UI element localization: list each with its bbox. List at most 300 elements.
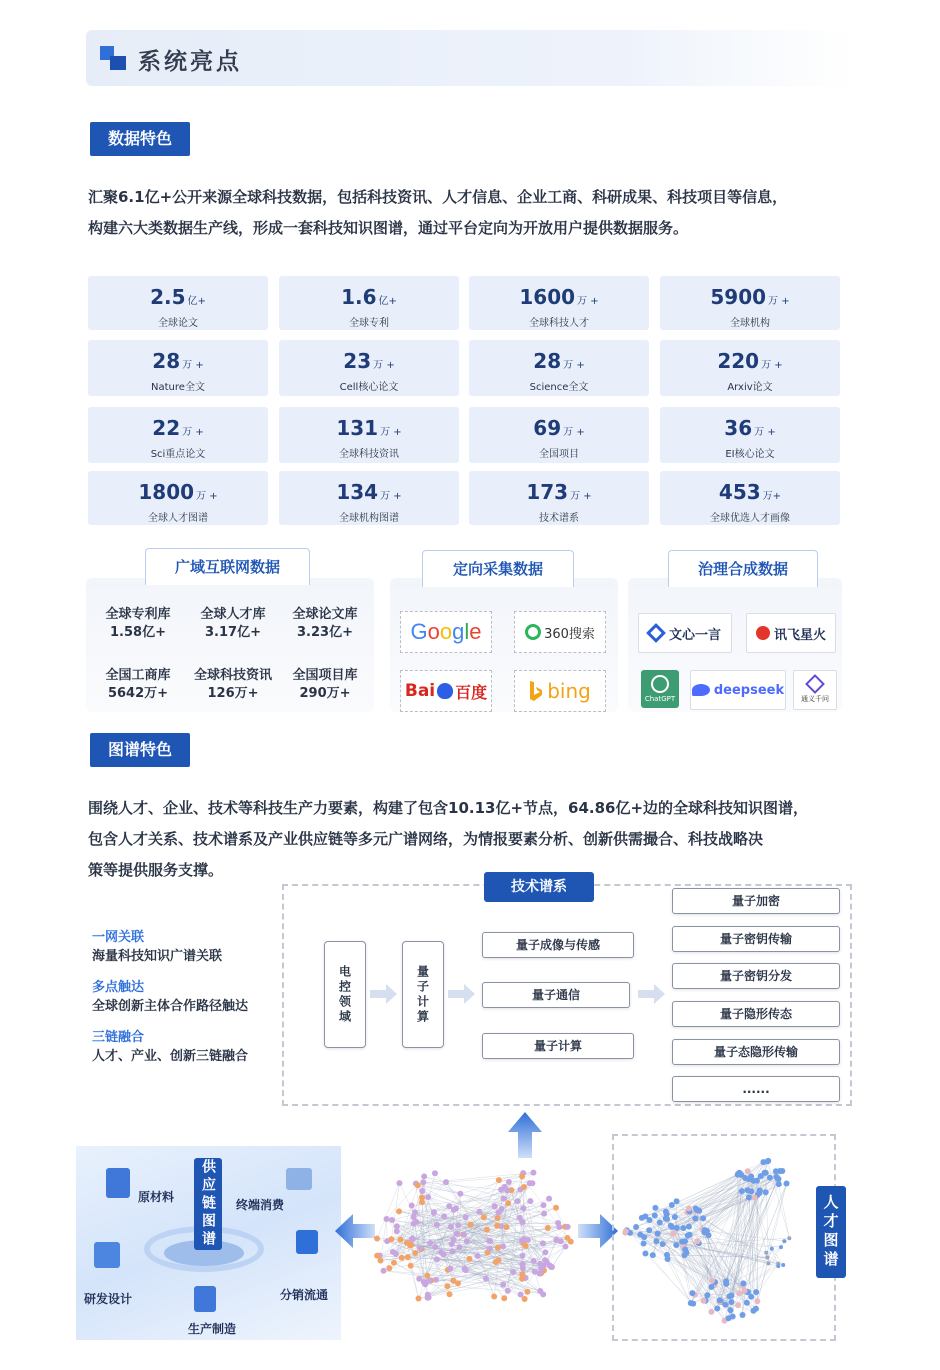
stat-unit: 万+ — [762, 491, 782, 502]
stat-label: EI核心论文 — [725, 449, 775, 460]
graph-node — [432, 1170, 438, 1176]
graph-node — [664, 1216, 670, 1222]
graph-node — [708, 1284, 714, 1290]
graph-node — [754, 1298, 760, 1304]
graph-node — [374, 1235, 380, 1241]
page-title: 系统亮点 — [138, 49, 242, 75]
stat-label: Science全文 — [529, 382, 589, 393]
graph-node — [505, 1288, 511, 1294]
graph-node — [787, 1236, 791, 1240]
stat-card — [660, 407, 840, 463]
feature-item — [92, 1026, 248, 1076]
graph-node — [779, 1168, 785, 1174]
graph-node — [510, 1269, 516, 1275]
graph-node — [431, 1209, 437, 1215]
node-raw-material: 原材料 — [138, 1190, 175, 1204]
wenxin-logo — [638, 613, 732, 653]
graph-node — [409, 1236, 415, 1242]
graph-node — [495, 1215, 501, 1221]
stat-value: 2.5 亿+ — [150, 285, 206, 309]
arrow-left-icon — [335, 1214, 375, 1248]
graph-node — [396, 1180, 402, 1186]
graph-node — [562, 1243, 568, 1249]
graph-node — [728, 1299, 734, 1305]
graph-node — [389, 1217, 395, 1223]
internet-data-title: 广域互联网数据 — [145, 548, 310, 585]
graph-node — [748, 1188, 754, 1194]
node-consumer: 终端消费 — [236, 1198, 285, 1212]
graph-node — [393, 1251, 399, 1257]
graph-node — [717, 1297, 723, 1303]
graph-node — [548, 1264, 554, 1270]
graph-node — [764, 1251, 768, 1255]
360-search-logo — [514, 611, 606, 653]
graph-node — [530, 1170, 536, 1176]
node-distribution: 分销流通 — [280, 1288, 329, 1302]
bing-logo — [514, 670, 606, 712]
tech-leaf: 量子态隐形传输 — [672, 1039, 840, 1065]
baidu-cn: 百度 — [455, 682, 488, 702]
stat-card — [469, 407, 649, 463]
google-letter: e — [469, 619, 482, 644]
stat-value: 134 万 + — [336, 480, 402, 504]
db-name: 全球专利库 — [105, 607, 171, 622]
wenxin-label: 文心一言 — [668, 627, 721, 643]
graph-node — [417, 1245, 423, 1251]
graph-node — [663, 1209, 669, 1215]
graph-node — [669, 1202, 675, 1208]
db-item — [189, 606, 277, 642]
graph-node — [540, 1202, 546, 1208]
graph-node — [434, 1256, 440, 1262]
xunfei-logo — [746, 613, 836, 653]
stat-value: 131 万 + — [336, 416, 402, 440]
node-manufacturing: 生产制造 — [188, 1322, 237, 1336]
db-item — [189, 667, 277, 703]
baidu-logo — [400, 670, 492, 712]
graph-node — [457, 1244, 463, 1250]
graph-node — [466, 1256, 472, 1262]
stat-label: Arxiv论文 — [727, 382, 773, 393]
stat-card — [469, 471, 649, 525]
graph-node — [399, 1255, 405, 1261]
graph-node — [500, 1282, 506, 1288]
rd-icon — [94, 1242, 120, 1268]
graph-node — [740, 1312, 746, 1318]
graph-node — [520, 1265, 526, 1271]
graph-edge — [630, 1233, 768, 1264]
graph-node — [518, 1292, 524, 1298]
graph-node — [520, 1205, 526, 1211]
stat-card — [660, 340, 840, 396]
graph-node — [388, 1236, 394, 1242]
tech-leaf: 量子密钥分发 — [672, 963, 840, 989]
graph-node — [689, 1290, 695, 1296]
graph-node — [744, 1300, 750, 1306]
graph-node — [487, 1246, 493, 1252]
paragraph-line: 汇聚6.1亿+公开来源全球科技数据，包括科技资讯、人才信息、企业工商、科研成果、科技项目等信息， — [88, 188, 788, 206]
openai-knot-icon — [651, 675, 669, 693]
graph-node — [391, 1260, 397, 1266]
stat-card — [88, 276, 268, 330]
graph-node — [449, 1249, 455, 1255]
graph-node — [444, 1283, 450, 1289]
distribution-icon — [296, 1230, 318, 1254]
graph-node — [432, 1244, 438, 1250]
feature-head: 一网关联 — [92, 930, 145, 945]
graph-node — [486, 1238, 492, 1244]
graph-node — [708, 1309, 714, 1315]
stat-unit: 万 + — [754, 427, 776, 438]
graph-node — [433, 1277, 439, 1283]
graph-node — [665, 1256, 671, 1262]
paragraph-line: 围绕人才、企业、技术等科技生产力要素，构建了包含10.13亿+节点，64.86亿+边的全球科技知识图谱， — [88, 799, 809, 817]
graph-node — [655, 1231, 661, 1237]
stat-label: 全球科技人才 — [529, 318, 589, 329]
graph-node — [499, 1206, 505, 1212]
google-text — [410, 619, 481, 644]
graph-node — [408, 1263, 414, 1269]
paragraph-line: 构建六大类数据生产线，形成一套科技知识图谱，通过平台定向为开放用户提供数据服务。 — [88, 219, 689, 237]
graph-node — [501, 1295, 507, 1301]
graph-node — [735, 1172, 741, 1178]
stat-unit: 万 + — [182, 427, 204, 438]
graph-node — [753, 1306, 759, 1312]
graph-node — [504, 1224, 510, 1230]
graph-node — [753, 1289, 759, 1295]
graph-node — [506, 1179, 512, 1185]
bing-b-icon — [529, 680, 543, 702]
paragraph-line: 策等提供服务支撑。 — [88, 861, 224, 879]
graph-node — [411, 1221, 417, 1227]
graph-node — [669, 1224, 675, 1230]
graph-node — [523, 1243, 529, 1249]
stat-label: Nature全文 — [151, 382, 205, 393]
graph-node — [672, 1214, 678, 1220]
graph-node — [454, 1231, 460, 1237]
section-header — [86, 30, 854, 86]
graph-node — [714, 1305, 720, 1311]
directed-data-title: 定向采集数据 — [422, 550, 574, 587]
stat-value: 28 万 + — [533, 349, 585, 373]
graph-node — [646, 1227, 652, 1233]
stat-label: 技术谱系 — [539, 513, 579, 524]
graph-node — [770, 1247, 774, 1251]
raw-material-icon — [106, 1168, 130, 1198]
data-features-tag: 数据特色 — [90, 122, 190, 156]
manufacturing-icon — [194, 1286, 216, 1312]
stat-value: 173 万 + — [526, 480, 592, 504]
deepseek-logo — [690, 670, 786, 710]
google-letter: o — [427, 619, 440, 644]
talent-network-graph — [620, 1148, 815, 1338]
stat-value: 69 万 + — [533, 416, 585, 440]
feature-list — [92, 926, 248, 1076]
stat-value: 220 万 + — [717, 349, 783, 373]
baidu-paw-icon — [437, 683, 453, 699]
graph-features-tag: 图谱特色 — [90, 733, 190, 767]
graph-node — [527, 1198, 533, 1204]
stat-card — [279, 340, 459, 396]
graph-edge — [423, 1182, 507, 1190]
graph-node — [455, 1222, 461, 1228]
chatgpt-label: ChatGPT — [644, 695, 676, 703]
stat-unit: 万 + — [373, 360, 395, 371]
db-count: 5642万+ — [107, 686, 169, 701]
db-name: 全球论文库 — [292, 607, 358, 622]
graph-node — [541, 1211, 547, 1217]
stat-card — [279, 471, 459, 525]
deepseek-whale-icon — [692, 684, 710, 696]
stat-unit: 万 + — [761, 360, 783, 371]
graph-node — [457, 1191, 463, 1197]
tech-leaf: 量子隐形传态 — [672, 1001, 840, 1027]
graph-node — [448, 1224, 454, 1230]
tech-leaf: 量子加密 — [672, 888, 840, 914]
graph-node — [464, 1238, 470, 1244]
graph-node — [660, 1241, 666, 1247]
graph-node — [657, 1219, 663, 1225]
graph-node — [694, 1238, 700, 1244]
graph-node — [412, 1209, 418, 1215]
graph-node — [688, 1300, 694, 1306]
graph-node — [412, 1250, 418, 1256]
graph-node — [394, 1228, 400, 1234]
graph-node — [670, 1230, 676, 1236]
db-name: 全国项目库 — [292, 668, 358, 683]
stat-value: 1.6 亿+ — [341, 285, 397, 309]
graph-node — [524, 1289, 530, 1295]
stat-unit: 万 + — [196, 491, 218, 502]
graph-node — [700, 1215, 706, 1221]
db-count: 126万+ — [207, 686, 259, 701]
stat-label: 全球优选人才画像 — [710, 513, 790, 524]
graph-node — [520, 1219, 526, 1225]
graph-node — [748, 1173, 754, 1179]
graph-node — [704, 1292, 710, 1298]
stat-unit: 亿+ — [378, 296, 397, 307]
graph-edge — [705, 1230, 732, 1302]
graph-node — [481, 1214, 487, 1220]
graph-node — [384, 1216, 390, 1222]
graph-node — [726, 1293, 732, 1299]
graph-node — [735, 1302, 741, 1308]
graph-paragraph — [88, 793, 858, 886]
tech-lineage-title: 技术谱系 — [484, 872, 594, 902]
graph-node — [758, 1173, 764, 1179]
graph-node — [495, 1245, 501, 1251]
graph-node — [540, 1240, 546, 1246]
graph-node — [374, 1253, 380, 1259]
stat-card — [660, 471, 840, 525]
node-rd: 研发设计 — [84, 1292, 133, 1306]
graph-node — [642, 1251, 648, 1257]
graph-node — [782, 1239, 786, 1243]
graph-node — [378, 1258, 384, 1264]
graph-node — [504, 1188, 510, 1194]
graph-node — [736, 1290, 742, 1296]
stat-value: 28 万 + — [152, 349, 204, 373]
stat-label: Sci重点论文 — [150, 449, 206, 460]
feature-head: 多点触达 — [92, 980, 145, 995]
graph-node — [519, 1276, 525, 1282]
db-item — [94, 606, 182, 642]
graph-node — [420, 1179, 426, 1185]
graph-node — [527, 1180, 533, 1186]
graph-node — [700, 1298, 706, 1304]
graph-node — [763, 1189, 769, 1195]
stat-value: 1800 万 + — [138, 480, 218, 504]
graph-node — [679, 1239, 685, 1245]
baidu-bai: Bai — [404, 681, 436, 701]
graph-node — [776, 1264, 780, 1268]
graph-node — [496, 1177, 502, 1183]
stat-value: 36 万 + — [724, 416, 776, 440]
xunfei-icon — [756, 626, 770, 640]
graph-node — [740, 1280, 746, 1286]
graph-node — [555, 1220, 561, 1226]
graph-node — [441, 1213, 447, 1219]
arrow-up-icon — [508, 1112, 542, 1158]
arrow-right-icon — [370, 983, 398, 1005]
graph-node — [483, 1276, 489, 1282]
graph-node — [531, 1258, 537, 1264]
graph-node — [545, 1225, 551, 1231]
graph-node — [396, 1208, 402, 1214]
graph-node — [463, 1267, 469, 1273]
graph-node — [500, 1243, 506, 1249]
db-count: 3.23亿+ — [297, 625, 353, 640]
graph-edge — [465, 1268, 523, 1269]
stat-card — [660, 276, 840, 330]
graph-node — [501, 1196, 507, 1202]
graph-node — [685, 1232, 691, 1238]
graph-node — [784, 1181, 790, 1187]
graph-node — [537, 1288, 543, 1294]
graph-node — [450, 1278, 456, 1284]
stat-card — [88, 471, 268, 525]
graph-node — [673, 1242, 679, 1248]
graph-node — [434, 1222, 440, 1228]
stat-unit: 万 + — [768, 296, 790, 307]
graph-node — [641, 1241, 647, 1247]
graph-node — [440, 1251, 446, 1257]
graph-node — [546, 1196, 552, 1202]
stat-card — [469, 276, 649, 330]
graph-node — [425, 1194, 431, 1200]
chatgpt-logo — [641, 670, 679, 708]
xunfei-label: 讯飞星火 — [773, 627, 826, 643]
graph-node — [494, 1223, 500, 1229]
stat-unit: 万 + — [380, 491, 402, 502]
graph-node — [419, 1188, 425, 1194]
360-label: 360搜索 — [544, 626, 595, 642]
graph-node — [453, 1205, 459, 1211]
google-letter: l — [464, 619, 470, 644]
graph-node — [537, 1261, 543, 1267]
db-count: 1.58亿+ — [110, 625, 166, 640]
stat-unit: 亿+ — [187, 296, 206, 307]
stat-label: 全国项目 — [539, 449, 579, 460]
db-item — [281, 667, 369, 703]
tongyi-logo — [793, 670, 837, 710]
graph-node — [558, 1238, 564, 1244]
graph-node — [694, 1207, 700, 1213]
graph-node — [475, 1253, 481, 1259]
stat-card — [88, 340, 268, 396]
graph-node — [447, 1291, 453, 1297]
graph-node — [723, 1281, 729, 1287]
graph-node — [397, 1237, 403, 1243]
db-name: 全球人才库 — [200, 607, 266, 622]
stat-card — [469, 340, 649, 396]
tech-node: 量子成像与传感 — [482, 932, 634, 958]
db-count: 3.17亿+ — [205, 625, 261, 640]
graph-node — [491, 1293, 497, 1299]
graph-node — [519, 1253, 525, 1259]
supply-chain-title: 供应链图谱 — [194, 1158, 222, 1250]
tech-node: 量子计算 — [482, 1033, 634, 1059]
graph-node — [773, 1168, 779, 1174]
graph-node — [409, 1202, 415, 1208]
tongyi-icon — [805, 674, 825, 694]
graph-edge — [626, 1231, 715, 1282]
talent-graph-title: 人才图谱 — [816, 1186, 846, 1278]
db-name: 全球科技资讯 — [193, 668, 272, 683]
graph-node — [754, 1178, 760, 1184]
graph-node — [421, 1173, 427, 1179]
graph-node — [728, 1307, 734, 1313]
stat-card — [88, 407, 268, 463]
graph-node — [641, 1234, 647, 1240]
graph-node — [461, 1232, 467, 1238]
graph-node — [683, 1250, 689, 1256]
stat-label: 全球论文 — [158, 318, 198, 329]
feature-text: 人才、产业、创新三链融合 — [92, 1049, 249, 1064]
graph-node — [492, 1203, 498, 1209]
graph-edge — [387, 1219, 388, 1241]
graph-node — [709, 1278, 715, 1284]
graph-node — [650, 1252, 656, 1258]
stat-label: 全球专利 — [349, 318, 389, 329]
graph-node — [427, 1240, 433, 1246]
stat-label: 全球科技资讯 — [339, 449, 399, 460]
graph-node — [386, 1265, 392, 1271]
graph-node — [702, 1229, 708, 1235]
stat-value: 23 万 + — [343, 349, 395, 373]
graph-node — [426, 1278, 432, 1284]
tongyi-label: 通义千问 — [801, 694, 829, 703]
stat-unit: 万 + — [182, 360, 204, 371]
stat-label: Cell核心论文 — [339, 382, 399, 393]
graph-node — [765, 1255, 769, 1259]
deepseek-label: deepseek — [713, 682, 785, 698]
stat-unit: 万 + — [563, 360, 585, 371]
graph-edge — [656, 1241, 742, 1285]
360-ring-icon — [525, 624, 541, 640]
db-name: 全国工商库 — [105, 668, 171, 683]
supply-chain-illustration — [76, 1146, 341, 1340]
feature-text: 全球创新主体合作路径触达 — [92, 999, 249, 1014]
graph-node — [426, 1295, 432, 1301]
feature-item — [92, 926, 248, 976]
graph-node — [745, 1168, 751, 1174]
graph-node — [515, 1198, 521, 1204]
stat-label: 全球机构 — [730, 318, 770, 329]
stat-label: 全球人才图谱 — [148, 513, 208, 524]
graph-node — [623, 1228, 629, 1234]
stat-value: 22 万 + — [152, 416, 204, 440]
